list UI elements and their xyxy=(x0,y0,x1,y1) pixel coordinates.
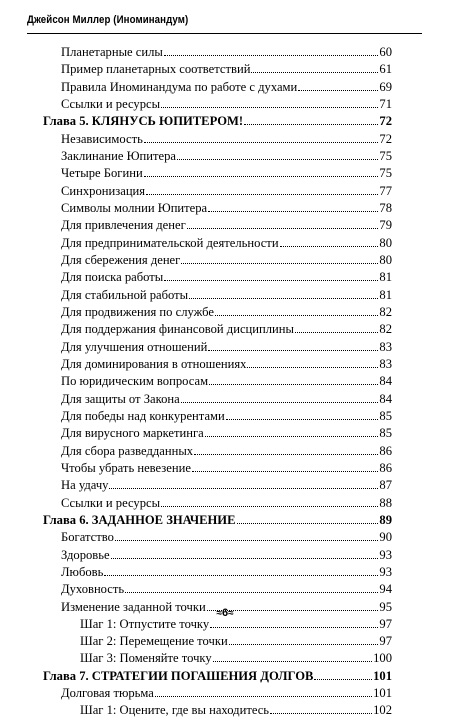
toc-entry-title: Пример планетарных соответствий xyxy=(61,62,251,77)
toc-entry-page: 89 xyxy=(379,512,392,527)
toc-entry xyxy=(0,235,450,252)
toc-entry-title: Любовь xyxy=(61,564,104,579)
toc-entry-title: Шаг 1: Отпустите точку xyxy=(80,616,210,631)
toc-entry xyxy=(0,44,450,61)
toc-entry-title: Богатство xyxy=(61,530,114,545)
toc-entry-page: 97 xyxy=(379,616,392,631)
toc-entry-title: Планетарные силы xyxy=(61,45,163,59)
toc-dot-leader xyxy=(144,165,379,177)
toc-entry-title: Для поиска работы xyxy=(61,270,164,285)
toc-entry-title: Четыре Богини xyxy=(61,166,143,181)
toc-dot-leader xyxy=(270,702,372,714)
toc-entry xyxy=(0,650,450,667)
toc-entry xyxy=(0,96,450,113)
header-rule xyxy=(27,33,422,34)
toc-entry-title: Для стабильной работы xyxy=(61,287,189,302)
toc-entry xyxy=(0,183,450,200)
toc-entry-title: Независимость xyxy=(61,131,143,146)
toc-entry-page: 69 xyxy=(379,79,392,94)
toc-dot-leader xyxy=(104,564,378,576)
toc-dot-leader xyxy=(209,373,378,385)
toc-dot-leader xyxy=(181,391,379,403)
toc-entry-title: Для вирусного маркетинга xyxy=(61,426,204,441)
toc-entry-title: Изменение заданной точки xyxy=(61,599,206,614)
toc-entry-page: 85 xyxy=(379,408,392,423)
toc-dot-leader xyxy=(192,460,378,472)
toc-entry-title: Глава 6. ЗАДАННОЕ ЗНАЧЕНИЕ xyxy=(43,512,236,527)
toc-entry-title: Шаг 2: Перемещение точки xyxy=(80,634,228,649)
toc-entry xyxy=(0,564,450,581)
toc-entry-page: 101 xyxy=(373,668,392,683)
toc-entry-page: 84 xyxy=(379,374,392,389)
toc-dot-leader xyxy=(314,668,372,680)
toc-entry-page: 79 xyxy=(379,218,392,233)
toc-entry-page: 95 xyxy=(379,599,392,614)
toc-entry-page: 93 xyxy=(379,547,392,562)
toc-dot-leader xyxy=(161,96,378,108)
toc-entry-page: 71 xyxy=(379,96,392,111)
toc-entry xyxy=(0,269,450,286)
toc-dot-leader xyxy=(187,217,379,229)
toc-entry xyxy=(0,373,450,390)
toc-entry-title: Для доминирования в отношениях xyxy=(61,356,247,371)
folio-ornament-left: ≈ xyxy=(216,608,222,619)
toc-entry-page: 80 xyxy=(379,252,392,267)
toc-entry-title: Символы молнии Юпитера xyxy=(61,200,208,215)
toc-dot-leader xyxy=(280,235,379,247)
toc-entry xyxy=(0,443,450,460)
toc-entry xyxy=(0,702,450,719)
running-head: Джейсон Миллер (Иноминандум) xyxy=(27,14,189,26)
toc-entry-title: Долговая тюрьма xyxy=(61,686,154,701)
toc-dot-leader xyxy=(189,287,378,299)
folio-ornament-right: ≈ xyxy=(228,608,234,619)
toc-dot-leader xyxy=(244,113,378,125)
toc-entry xyxy=(0,547,450,564)
toc-entry xyxy=(0,287,450,304)
toc-entry-page: 87 xyxy=(379,478,392,493)
toc-entry xyxy=(0,339,450,356)
toc-entry xyxy=(0,165,450,182)
toc-dot-leader xyxy=(205,425,379,437)
toc-entry-page: 75 xyxy=(379,148,392,163)
toc-chapter-entry xyxy=(0,113,450,130)
toc-entry-page: 72 xyxy=(379,114,392,129)
toc-entry-page: 61 xyxy=(379,62,392,77)
toc-entry-page: 101 xyxy=(373,686,392,701)
toc-dot-leader xyxy=(251,61,378,73)
toc-chapter-entry xyxy=(0,512,450,529)
toc-entry-page: 100 xyxy=(373,651,392,666)
toc-entry-page: 94 xyxy=(379,582,392,597)
toc-entry-page: 83 xyxy=(379,339,392,354)
toc-dot-leader xyxy=(213,650,372,662)
toc-entry-title: На удачу xyxy=(61,478,109,493)
toc-entry xyxy=(0,200,450,217)
toc-dot-leader xyxy=(194,443,378,455)
toc-entry-page: 78 xyxy=(379,200,392,215)
toc-entry xyxy=(0,321,450,338)
toc-entry-page: 82 xyxy=(379,304,392,319)
toc-entry xyxy=(0,217,450,234)
toc-entry-page: 86 xyxy=(379,443,392,458)
toc-dot-leader xyxy=(295,321,378,333)
toc-entry-title: Ссылки и ресурсы xyxy=(61,495,161,510)
toc-entry-page: 85 xyxy=(379,426,392,441)
toc-entry-page: 75 xyxy=(379,166,392,181)
toc-dot-leader xyxy=(155,685,372,697)
toc-dot-leader xyxy=(146,183,378,195)
toc-entry xyxy=(0,148,450,165)
toc-dot-leader xyxy=(109,477,378,489)
toc-entry-page: 84 xyxy=(379,391,392,406)
toc-entry xyxy=(0,633,450,650)
toc-dot-leader xyxy=(298,79,378,91)
toc-entry-page: 72 xyxy=(379,131,392,146)
toc-chapter-entry xyxy=(0,668,450,685)
toc-entry-page: 80 xyxy=(379,235,392,250)
toc-entry xyxy=(0,356,450,373)
toc-dot-leader xyxy=(237,512,379,524)
toc-entry xyxy=(0,425,450,442)
toc-entry-title: Для привлечения денег xyxy=(61,218,186,233)
toc-entry-title: Для защиты от Закона xyxy=(61,391,180,406)
toc-entry-page: 93 xyxy=(379,564,392,579)
toc-entry xyxy=(0,529,450,546)
toc-dot-leader xyxy=(164,269,378,281)
toc-entry-title: Для поддержания финансовой дисциплины xyxy=(61,322,294,337)
toc-entry-title: Для продвижения по службе xyxy=(61,304,214,319)
toc-entry-title: Для предпринимательской деятельности xyxy=(61,235,279,250)
toc-dot-leader xyxy=(226,408,379,420)
toc-dot-leader xyxy=(208,200,378,212)
toc-entry-title: Духовность xyxy=(61,582,125,597)
page-number xyxy=(0,607,450,619)
folio-number: 6 xyxy=(221,607,229,619)
toc-entry-title: Для улучшения отношений xyxy=(61,339,208,354)
toc-dot-leader xyxy=(161,495,378,507)
toc-entry xyxy=(0,61,450,78)
toc-entry xyxy=(0,495,450,512)
toc-entry-title: Ссылки и ресурсы xyxy=(61,96,161,111)
toc-entry-title: Глава 7. СТРАТЕГИИ ПОГАШЕНИЯ ДОЛГОВ xyxy=(43,668,314,683)
toc-entry-title: Чтобы убрать невезение xyxy=(61,460,191,475)
toc-dot-leader xyxy=(247,356,378,368)
toc-entry xyxy=(0,408,450,425)
toc-dot-leader xyxy=(111,547,379,559)
toc-dot-leader xyxy=(164,44,379,56)
toc-entry-page: 88 xyxy=(379,495,392,510)
toc-entry-page: 60 xyxy=(379,45,392,59)
toc-entry-title: Глава 5. КЛЯНУСЬ ЮПИТЕРОМ! xyxy=(43,114,244,129)
toc-dot-leader xyxy=(208,339,378,351)
toc-entry-title: Заклинание Юпитера xyxy=(61,148,176,163)
toc-dot-leader xyxy=(229,633,379,645)
toc-entry xyxy=(0,477,450,494)
toc-entry-title: Шаг 1: Оцените, где вы находитесь xyxy=(80,703,270,718)
toc-entry-page: 81 xyxy=(379,270,392,285)
toc-entry xyxy=(0,131,450,148)
toc-entry xyxy=(0,391,450,408)
toc-entry-title: Здоровье xyxy=(61,547,110,562)
toc-entry xyxy=(0,581,450,598)
toc-entry-title: Шаг 3: Поменяйте точку xyxy=(80,651,212,666)
toc-entry xyxy=(0,460,450,477)
toc-dot-leader xyxy=(115,529,379,541)
toc-entry-title: Для сбора разведданных xyxy=(61,443,194,458)
toc-entry-title: Для сбережения денег xyxy=(61,252,181,267)
toc-dot-leader xyxy=(125,581,378,593)
toc-entry-page: 97 xyxy=(379,634,392,649)
toc-entry-page: 86 xyxy=(379,460,392,475)
toc-entry xyxy=(0,79,450,96)
toc-dot-leader xyxy=(144,131,379,143)
toc-dot-leader xyxy=(181,252,378,264)
toc-entry-page: 82 xyxy=(379,322,392,337)
toc-entry-title: По юридическим вопросам xyxy=(61,374,209,389)
toc-entry-title: Синхронизация xyxy=(61,183,146,198)
toc-entry-page: 81 xyxy=(379,287,392,302)
toc-entry xyxy=(0,304,450,321)
toc-dot-leader xyxy=(215,304,378,316)
toc-entry xyxy=(0,685,450,702)
toc-entry-title: Правила Иноминандума по работе с духами xyxy=(61,79,298,94)
toc-entry-page: 102 xyxy=(373,703,392,718)
toc-entry-title: Для победы над конкурентами xyxy=(61,408,225,423)
toc-entry xyxy=(0,252,450,269)
toc-entry-page: 83 xyxy=(379,356,392,371)
toc-entry-page: 90 xyxy=(379,530,392,545)
toc-dot-leader xyxy=(177,148,378,160)
toc-entry-page: 77 xyxy=(379,183,392,198)
